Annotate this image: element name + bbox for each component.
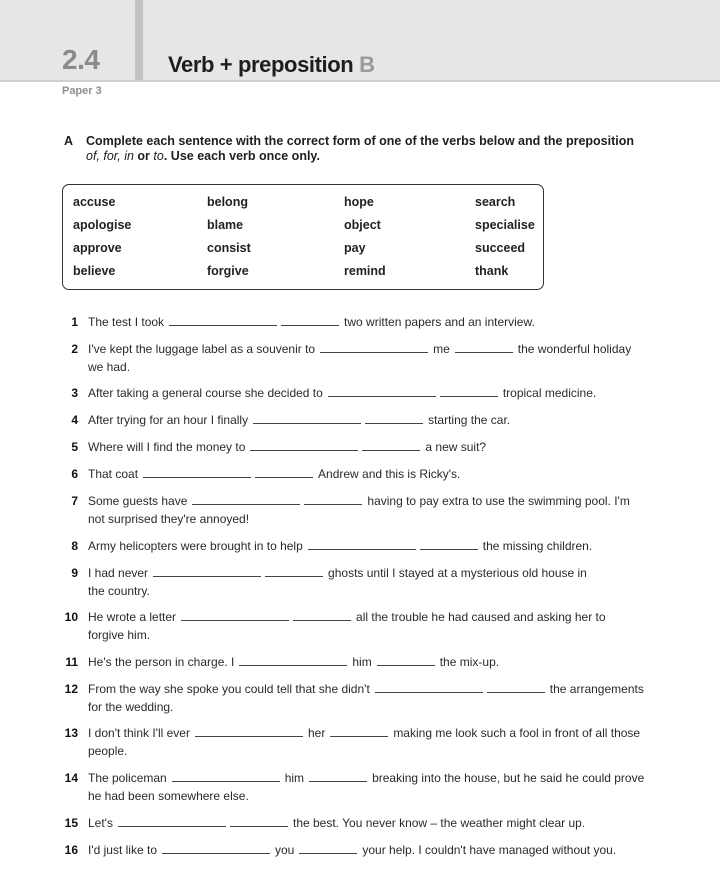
unit-title-text: Verb + preposition [168, 52, 354, 77]
answer-blank[interactable] [328, 384, 436, 397]
sentence-continuation: people. [88, 744, 128, 758]
answer-blank[interactable] [309, 769, 367, 782]
answer-blank[interactable] [308, 537, 416, 550]
sentence-fragment: Some guests have [88, 494, 188, 508]
verb-search: search [475, 195, 516, 209]
verb-blame: blame [207, 218, 244, 232]
sentence-fragment: He's the person in charge. I [88, 655, 235, 669]
sentence-fragment: the best. You never know – the weather might clear up. [292, 816, 586, 830]
sentence-fragment: her [307, 726, 326, 740]
sentence-continuation: the country. [88, 584, 150, 598]
sentence-fragment: the missing children. [482, 539, 593, 553]
sentence-fragment: After taking a general course she decided to [88, 386, 323, 400]
sentence-fragment: your help. I couldn't have managed without you. [362, 843, 617, 857]
verb-belong: belong [207, 195, 248, 209]
answer-blank[interactable] [330, 724, 388, 737]
sentence-text [85, 814, 660, 832]
sentence-fragment: Where will I find the money to [88, 440, 246, 454]
answer-blank[interactable] [440, 384, 498, 397]
verb-pay: pay [344, 241, 366, 255]
sentence-text [85, 653, 660, 671]
verb-remind: remind [344, 264, 386, 278]
sentence-fragment: That coat [88, 467, 139, 481]
sentence-text [85, 411, 660, 429]
answer-blank[interactable] [172, 769, 280, 782]
item-number: 2 [71, 342, 78, 356]
item-number: 1 [71, 315, 78, 329]
verb-approve: approve [73, 241, 122, 255]
sentence-text [85, 313, 660, 331]
answer-blank[interactable] [265, 564, 323, 577]
item-number: 13 [64, 726, 78, 740]
sentence-fragment: I'd just like to [88, 843, 157, 857]
sentence-fragment: Let's [88, 816, 113, 830]
sentence-text [85, 680, 660, 716]
answer-blank[interactable] [250, 438, 358, 451]
sentence-continuation: not surprised they're annoyed! [88, 512, 250, 526]
answer-blank[interactable] [230, 814, 288, 827]
sentence-fragment: making me look such a fool in front of all those [393, 726, 641, 740]
sentence-continuation: forgive him. [88, 628, 151, 642]
sentence-fragment: starting the car. [428, 413, 511, 427]
item-number: 6 [71, 467, 78, 481]
item-number: 16 [64, 843, 78, 857]
sentence-fragment: The policeman [88, 771, 167, 785]
answer-blank[interactable] [281, 313, 339, 326]
sentence-fragment: The test I took [88, 315, 165, 329]
unit-title [168, 52, 375, 78]
sentence-fragment: all the trouble he had caused and asking her to [356, 610, 606, 624]
answer-blank[interactable] [455, 340, 513, 353]
answer-blank[interactable] [365, 411, 423, 424]
answer-blank[interactable] [169, 313, 277, 326]
answer-blank[interactable] [293, 608, 351, 621]
sentence-fragment: He wrote a letter [88, 610, 177, 624]
unit-number: 2.4 [62, 44, 100, 75]
sentence-text [85, 537, 660, 555]
answer-blank[interactable] [239, 653, 347, 666]
sentence-fragment: the mix-up. [439, 655, 500, 669]
sentence-fragment: Andrew and this is Ricky's. [318, 467, 461, 481]
answer-blank[interactable] [375, 680, 483, 693]
sentence-fragment: a new suit? [425, 440, 487, 454]
sentence-text [85, 724, 660, 760]
item-number: 8 [71, 539, 78, 553]
answer-blank[interactable] [377, 653, 435, 666]
sentence-fragment: I've kept the luggage label as a souvenir to [88, 342, 316, 356]
answer-blank[interactable] [162, 841, 270, 854]
unit-part-letter: B [359, 52, 375, 77]
answer-blank[interactable] [192, 492, 300, 505]
sentence-text [85, 608, 660, 644]
item-number: 4 [71, 413, 78, 427]
answer-blank[interactable] [320, 340, 428, 353]
sentence-fragment: tropical medicine. [502, 386, 597, 400]
item-number: 11 [65, 655, 78, 669]
sentence-continuation: for the wedding. [88, 700, 174, 714]
item-number: 15 [64, 816, 78, 830]
sentence-fragment: breaking into the house, but he said he could prove [372, 771, 645, 785]
answer-blank[interactable] [181, 608, 289, 621]
answer-blank[interactable] [487, 680, 545, 693]
answer-blank[interactable] [304, 492, 362, 505]
item-number: 12 [64, 682, 78, 696]
sentence-fragment: Army helicopters were brought in to help [88, 539, 303, 553]
answer-blank[interactable] [362, 438, 420, 451]
word-box [62, 184, 544, 290]
sentence-fragment: having to pay extra to use the swimming pool. I'm [367, 494, 630, 508]
sentence-fragment: him [352, 655, 372, 669]
sentence-continuation: he had been somewhere else. [88, 789, 249, 803]
verb-specialise: specialise [475, 218, 535, 232]
answer-blank[interactable] [255, 465, 313, 478]
verb-accuse: accuse [73, 195, 116, 209]
sentence-fragment: ghosts until I stayed at a mysterious old house in [328, 566, 587, 580]
sentence-fragment: the arrangements [549, 682, 644, 696]
sentence-text [85, 384, 660, 402]
item-number: 7 [71, 494, 78, 508]
answer-blank[interactable] [299, 841, 357, 854]
verb-forgive: forgive [207, 264, 249, 278]
item-number: 5 [71, 440, 78, 454]
item-number: 10 [64, 610, 78, 624]
sentence-text [85, 438, 660, 456]
answer-blank[interactable] [195, 724, 303, 737]
sentence-fragment: After trying for an hour I finally [88, 413, 249, 427]
sentence-fragment: From the way she spoke you could tell that she didn't [88, 682, 370, 696]
sentence-text [85, 340, 660, 376]
paper-label: Paper 3 [62, 85, 102, 97]
sentence-text [85, 564, 660, 600]
sentence-text [85, 492, 660, 528]
header-rule [0, 80, 720, 82]
sentence-fragment: you [275, 843, 295, 857]
sentence-text [85, 465, 660, 483]
sentence-text [85, 841, 660, 859]
header-divider [135, 0, 143, 82]
item-number: 14 [64, 771, 78, 785]
sentence-fragment: the wonderful holiday [517, 342, 632, 356]
verb-hope: hope [344, 195, 374, 209]
exercise-instruction-text: Complete each sentence with the correct form of one of the verbs below and the preposition of, for, in or to. Use each verb once only. [86, 134, 635, 163]
answer-blank[interactable] [253, 411, 361, 424]
item-number: 9 [71, 566, 78, 580]
verb-object: object [344, 218, 381, 232]
sentence-fragment: two written papers and an interview. [344, 315, 535, 329]
sentence-text [85, 769, 660, 805]
answer-blank[interactable] [118, 814, 226, 827]
sentence-fragment: me [433, 342, 450, 356]
answer-blank[interactable] [143, 465, 251, 478]
sentence-fragment: him [284, 771, 305, 785]
sentence-continuation: we had. [88, 360, 131, 374]
answer-blank[interactable] [153, 564, 261, 577]
verb-apologise: apologise [73, 218, 132, 232]
verb-believe: believe [73, 264, 116, 278]
item-number: 3 [71, 386, 78, 400]
sentence-fragment: I don't think I'll ever [88, 726, 190, 740]
exercise-letter: A [64, 134, 74, 148]
verb-consist: consist [207, 241, 251, 255]
answer-blank[interactable] [420, 537, 478, 550]
verb-succeed: succeed [475, 241, 526, 255]
verb-thank: thank [475, 264, 509, 278]
sentence-fragment: I had never [88, 566, 149, 580]
